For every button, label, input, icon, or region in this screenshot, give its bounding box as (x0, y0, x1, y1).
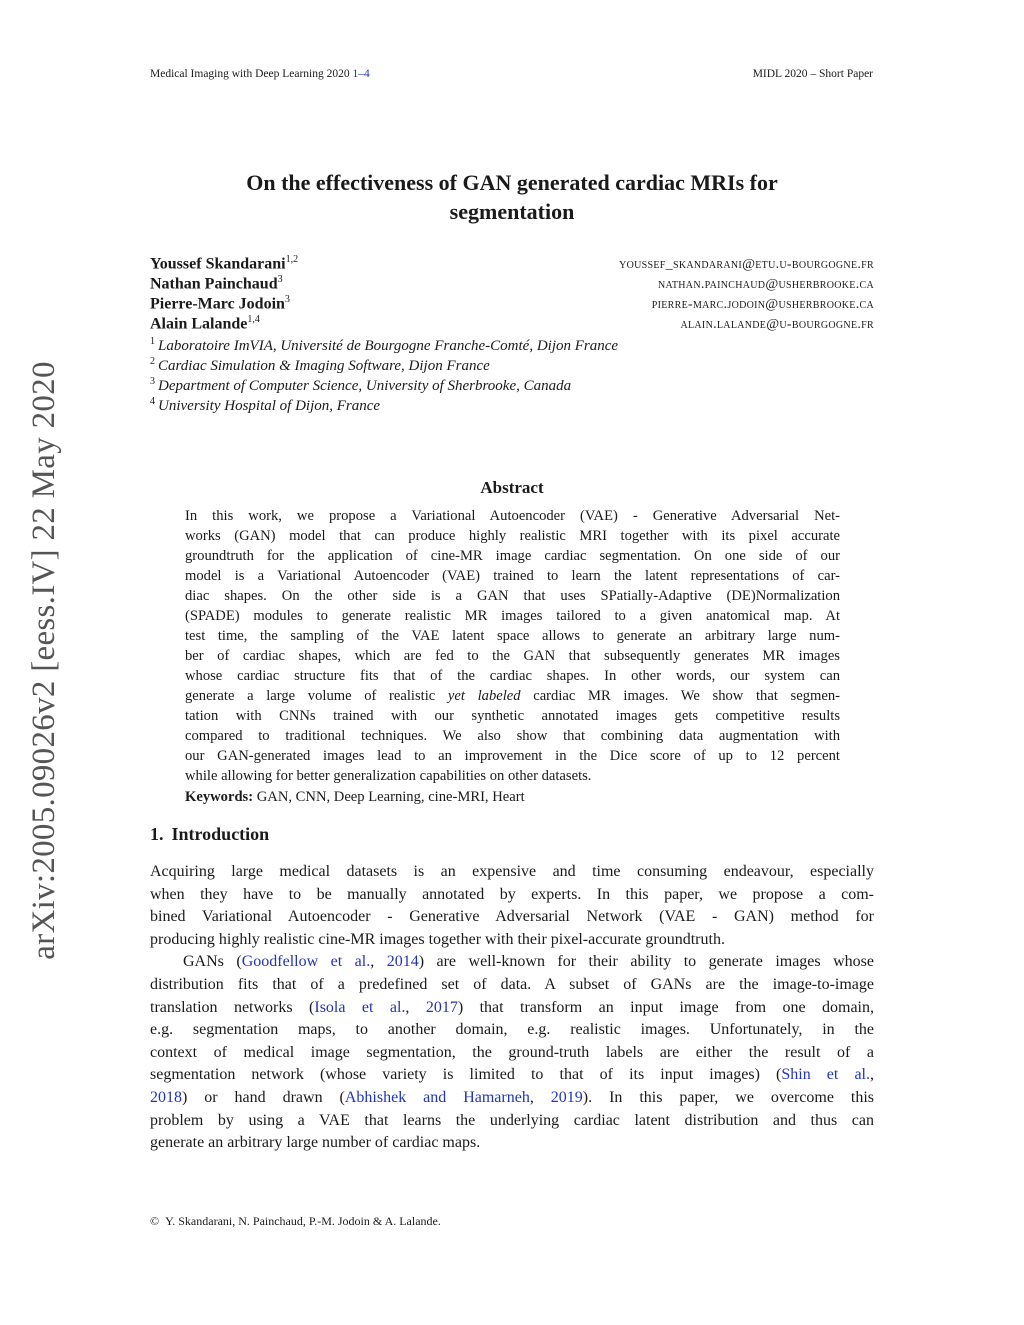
author-row (150, 294, 874, 314)
author-name: Pierre-Marc Jodoin$^3$ (150, 294, 290, 313)
paragraph-line: when they have to be manually annotated by experts. In this paper, we propose a com- (150, 885, 874, 903)
abstract-line: whose cardiac structure fits that of the cardiac shapes. In other words, our system can (185, 668, 840, 684)
running-head-venue (150, 68, 370, 80)
section-number: 1. (150, 824, 164, 844)
abstract-line: groundtruth for the application of cine-MR image cardiac segmentation. On one side of our (185, 548, 840, 564)
paragraph-line: context of medical image segmentation, the ground-truth labels are either the result of a (150, 1043, 874, 1061)
abstract-line: model is a Variational Autoencoder (VAE) trained to learn the latent representations of car- (185, 568, 840, 584)
affiliation: $^4$ University Hospital of Dijon, France (150, 396, 381, 414)
affiliation: $^2$ Cardiac Simulation & Imaging Software, Dijon France (150, 356, 490, 374)
citation-link[interactable]: Abhishek and Hamarneh (344, 1088, 530, 1106)
paragraph-line: Acquiring large medical datasets is an expensive and time consuming endeavour, especially (150, 863, 874, 880)
running-head-paper-type: MIDL 2020 – Short Paper (752, 68, 873, 80)
paragraph-line: generate an arbitrary large number of cardiac maps. (150, 1134, 481, 1152)
citation-link[interactable]: Goodfellow et al. (241, 953, 371, 971)
affiliation: $^1$ Laboratoire ImVIA, Université de Bourgogne Franche-Comté, Dijon France (150, 336, 619, 354)
title-line-1: On the effectiveness of GAN generated cardiac MRIs for (246, 170, 778, 195)
abstract-line: diac shapes. On the other side is a GAN that uses SPatially-Adaptive (DE)Normalization (185, 588, 840, 604)
paragraph-line: producing highly realistic cine-MR images together with their pixel-accurate groundtruth. (150, 930, 725, 948)
keywords-list: GAN, CNN, Deep Learning, cine-MRI, Heart (253, 789, 525, 805)
citation-link[interactable]: 2018 (150, 1088, 182, 1106)
abstract-line: compared to traditional techniques. We also show that combining data augmentation with (185, 728, 840, 744)
title-line-2: segmentation (449, 199, 575, 224)
abstract-line: while allowing for better generalization capabilities on other datasets. (185, 768, 592, 784)
author-affil-sup: 3 (284, 294, 290, 305)
author-affil-sup: 3 (277, 274, 283, 285)
paragraph-line: e.g. segmentation maps, to another domain, e.g. realistic images. Unfortunately, in the (150, 1021, 874, 1039)
abstract-line: our GAN-generated images lead to an improvement in the Dice score of up to 12 percent (185, 748, 840, 764)
paragraph-line: GANs (Goodfellow et al., 2014) are well-known for their ability to generate images whose (183, 953, 875, 971)
citation-link[interactable]: Isola et al. (314, 998, 406, 1016)
abstract-body (185, 506, 840, 807)
author-email[interactable]: alain.lalande@u-bourgogne.fr (680, 317, 874, 333)
abstract-line: (SPADE) modules to generate realistic MR images tailored to a given anatomical map. At (185, 608, 840, 624)
section-heading-introduction (150, 824, 269, 845)
citation-link[interactable]: Shin et al. (781, 1066, 871, 1084)
paragraph-line: bined Variational Autoencoder - Generative Adversarial Network (VAE - GAN) method for (150, 908, 874, 926)
page-range-link[interactable]: 1–4 (352, 68, 370, 80)
arxiv-stamp (14, 340, 74, 980)
arxiv-stamp-text: arXiv:2005.09026v2 [eess.IV] 22 May 2020 (25, 360, 62, 960)
citation-link[interactable]: 2014 (386, 953, 419, 971)
author-row (150, 314, 874, 334)
affiliation: $^3$ Department of Computer Science, University of Sherbrooke, Canada (150, 376, 572, 394)
paragraph-line: problem by using a VAE that learns the underlying cardiac latent distribution and thus can (150, 1111, 874, 1129)
author-email[interactable]: youssef_skandarani@etu.u-bourgogne.fr (619, 257, 874, 273)
introduction-body (150, 861, 874, 1155)
paragraph-line: segmentation network (whose variety is limited to that of its input images) (Shin et al., (150, 1066, 875, 1084)
author-name: Youssef Skandarani$^{1,2}$ (150, 254, 299, 273)
abstract-heading: Abstract (480, 478, 544, 497)
copyright-text: Y. Skandarani, N. Painchaud, P.-M. Jodoin & A. Lalande. (165, 1214, 441, 1228)
paragraph-line: 2018) or hand drawn (Abhishek and Hamarneh, 2019). In this paper, we overcome this (150, 1088, 875, 1106)
author-email[interactable]: pierre-marc.jodoin@usherbrooke.ca (651, 297, 874, 313)
author-row (150, 274, 874, 294)
author-block (150, 254, 874, 334)
abstract-line: In this work, we propose a Variational Autoencoder (VAE) - Generative Adversarial Net- (185, 508, 840, 524)
author-name: Alain Lalande$^{1,4}$ (150, 314, 260, 333)
section-title: Introduction (171, 824, 270, 844)
paper-title (150, 168, 874, 226)
abstract-line: works (GAN) model that can produce highly realistic MRI together with its pixel accurate (185, 528, 840, 544)
author-row (150, 254, 874, 274)
author-name: Nathan Painchaud$^3$ (150, 274, 283, 293)
keywords-label: Keywords: (185, 789, 254, 805)
paragraph-line: distribution fits that of a predefined set of data. A subset of GANs are the image-to-image (150, 975, 874, 993)
author-email[interactable]: nathan.painchaud@usherbrooke.ca (657, 277, 874, 293)
abstract-line: ber of cardiac shapes, which are fed to the GAN that subsequently generates MR images (185, 648, 840, 664)
emphasis-yet-labeled: yet labeled (447, 688, 521, 704)
citation-link[interactable]: 2019 (550, 1088, 583, 1106)
keywords-line (185, 787, 840, 807)
abstract-line: tation with CNNs trained with our synthetic annotated images gets competitive results (185, 708, 840, 724)
running-head-venue-text: Medical Imaging with Deep Learning 2020 (150, 68, 353, 80)
paragraph-line: translation networks (Isola et al., 2017) that transform an input image from one domain, (150, 998, 875, 1016)
author-affil-sup: 1,2 (285, 254, 299, 265)
copyright-icon: © (150, 1214, 160, 1228)
affiliation-list (150, 336, 618, 416)
copyright-footer (150, 1214, 441, 1229)
abstract-line: test time, the sampling of the VAE latent space allows to generate an arbitrary large num- (185, 628, 840, 644)
author-affil-sup: 1,4 (247, 314, 260, 325)
citation-link[interactable]: 2017 (425, 998, 458, 1016)
abstract-line: generate a large volume of realistic yet labeled cardiac MR images. We show that segmen- (185, 688, 840, 704)
